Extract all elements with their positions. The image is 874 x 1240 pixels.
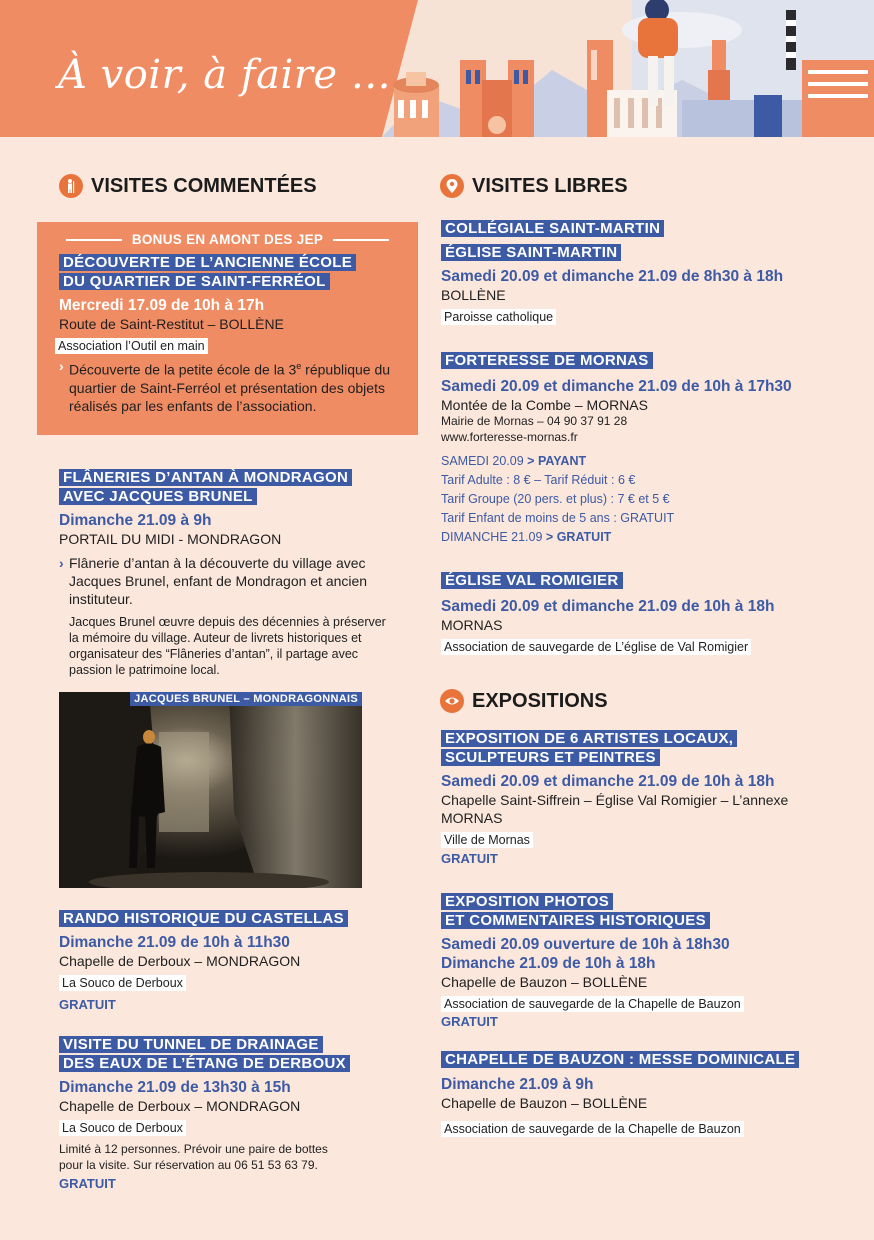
- event-description: [59, 357, 398, 415]
- event-organizer: La Souco de Derboux: [59, 975, 186, 991]
- map-pin-icon: [440, 174, 464, 198]
- event-title-line: ÉGLISE SAINT-MARTIN: [441, 244, 621, 261]
- chevron-right-icon: ›: [59, 555, 64, 571]
- event-title-line: DÉCOUVERTE DE L’ANCIENNE ÉCOLE: [59, 254, 356, 271]
- event-messe: [441, 1050, 841, 1138]
- event-title-line: DU QUARTIER DE SAINT-FERRÉOL: [59, 273, 330, 290]
- pricing-line: Tarif Enfant de moins de 5 ans : GRATUIT: [441, 511, 675, 525]
- event-title: [59, 1035, 404, 1073]
- event-title: [59, 468, 404, 506]
- event-title-line: FLÂNERIES D’ANTAN À MONDRAGON: [59, 469, 352, 486]
- event-title-line: SCULPTEURS ET PEINTRES: [441, 749, 660, 766]
- section-title: EXPOSITIONS: [472, 689, 608, 712]
- event-place: Chapelle de Bauzon – BOLLÈNE: [441, 974, 648, 990]
- event-place: MORNAS: [441, 617, 503, 633]
- divider: [66, 239, 122, 241]
- event-rando: [59, 909, 404, 1013]
- event-place: Chapelle de Bauzon – BOLLÈNE: [441, 1095, 648, 1111]
- event-title: FORTERESSE DE MORNAS: [441, 352, 653, 369]
- event-tunnel: [59, 1035, 404, 1192]
- tunnel-photo: [59, 692, 362, 888]
- event-date: Samedi 20.09 ouverture de 10h à 18h30: [441, 936, 730, 953]
- skyline-illustration: [382, 0, 874, 137]
- event-title-line: ET COMMENTAIRES HISTORIQUES: [441, 912, 710, 929]
- event-note: Jacques Brunel œuvre depuis des décennies à préserver la mémoire du village. Auteur de livrets historiques et organisateur des “Flâneries d’antan”, il partage avec passion le patrimoine local.: [69, 615, 386, 677]
- bonus-box: [37, 222, 418, 435]
- pricing-value: > PAYANT: [527, 454, 587, 468]
- photo-caption: JACQUES BRUNEL – MONDRAGONNAIS: [130, 692, 362, 706]
- price-badge: GRATUIT: [441, 1014, 498, 1029]
- description-text: Flânerie d’antan à la découverte du village avec Jacques Brunel, enfant de Mondragon et ancien instituteur.: [69, 555, 368, 607]
- superscript: e: [296, 361, 302, 371]
- description-text: Découverte de la petite école de la 3: [69, 361, 297, 378]
- event-val-romigier: [441, 571, 841, 656]
- event-organizer: Paroisse catholique: [441, 309, 556, 325]
- event-expo-artistes: [441, 729, 841, 867]
- event-organizer: Association l’Outil en main: [55, 338, 208, 354]
- pricing-line: Tarif Groupe (20 pers. et plus) : 7 € et 5 €: [441, 492, 670, 506]
- event-title-line: VISITE DU TUNNEL DE DRAINAGE: [59, 1036, 323, 1053]
- event-collegiale: [441, 219, 841, 326]
- event-title-line: DES EAUX DE L’ÉTANG DE DERBOUX: [59, 1055, 350, 1072]
- event-date: Samedi 20.09 et dimanche 21.09 de 10h à 17h30: [441, 378, 792, 395]
- event-organizer: Ville de Mornas: [441, 832, 533, 848]
- event-title-line: EXPOSITION DE 6 ARTISTES LOCAUX,: [441, 730, 737, 747]
- event-place: Chapelle de Derboux – MONDRAGON: [59, 953, 301, 969]
- chevron-right-icon: ›: [59, 358, 64, 374]
- photo-image: [59, 692, 362, 888]
- pricing-day: DIMANCHE 21.09: [441, 530, 543, 544]
- event-date: Mercredi 17.09 de 10h à 17h: [59, 297, 265, 314]
- event-description: [59, 554, 404, 608]
- event-organizer: La Souco de Derboux: [59, 1120, 186, 1136]
- event-place: Chapelle de Derboux – MONDRAGON: [59, 1098, 301, 1114]
- event-contact: Mairie de Mornas – 04 90 37 91 28: [441, 414, 628, 428]
- section-heading-visites-commentees: [59, 170, 419, 202]
- event-title: CHAPELLE DE BAUZON : MESSE DOMINICALE: [441, 1051, 799, 1068]
- event-title: ÉGLISE VAL ROMIGIER: [441, 572, 623, 589]
- event-organizer: Association de sauvegarde de la Chapelle de Bauzon: [441, 1121, 744, 1137]
- event-date: Samedi 20.09 et dimanche 21.09 de 8h30 à 18h: [441, 268, 784, 285]
- pricing-block: [441, 452, 841, 547]
- event-flaneries: [59, 468, 404, 888]
- event-title: [441, 219, 841, 262]
- event-organizer: Association de sauvegarde de la Chapelle de Bauzon: [441, 996, 744, 1012]
- bonus-label: BONUS EN AMONT DES JEP: [131, 232, 324, 247]
- event-date: Dimanche 21.09 de 10h à 18h: [441, 955, 656, 972]
- price-badge: GRATUIT: [59, 997, 116, 1012]
- pricing-day: SAMEDI 20.09: [441, 454, 524, 468]
- event-forteresse: [441, 351, 841, 547]
- section-heading-visites-libres: [440, 170, 840, 202]
- event-title-line: AVEC JACQUES BRUNEL: [59, 488, 257, 505]
- event-organizer: Association de sauvegarde de L’église de Val Romigier: [441, 639, 751, 655]
- section-title: VISITES COMMENTÉES: [91, 174, 317, 197]
- event-place: Chapelle Saint-Siffrein – Église Val Romigier – L’annexe MORNAS: [441, 792, 789, 826]
- event-website[interactable]: www.forteresse-mornas.fr: [441, 429, 578, 444]
- section-title: VISITES LIBRES: [472, 174, 628, 197]
- event-title-line: EXPOSITION PHOTOS: [441, 893, 613, 910]
- guide-person-icon: [59, 174, 83, 198]
- event-title: [59, 253, 398, 291]
- event-title: RANDO HISTORIQUE DU CASTELLAS: [59, 910, 348, 927]
- section-heading-expositions: [440, 685, 840, 717]
- event-place: BOLLÈNE: [441, 287, 506, 303]
- event-place: Route de Saint-Restitut – BOLLÈNE: [59, 316, 284, 332]
- event-title: [441, 892, 841, 930]
- page-title: À voir, à faire …: [58, 52, 392, 98]
- right-column: [440, 170, 840, 202]
- pricing-line: Tarif Adulte : 8 € – Tarif Réduit : 6 €: [441, 473, 636, 487]
- price-badge: GRATUIT: [59, 1176, 116, 1191]
- event-title: [441, 729, 841, 767]
- divider: [333, 239, 389, 241]
- event-title-line: COLLÉGIALE SAINT-MARTIN: [441, 220, 664, 237]
- pricing-value: > GRATUIT: [545, 530, 612, 544]
- price-badge: GRATUIT: [441, 851, 498, 866]
- event-date: Dimanche 21.09 de 13h30 à 15h: [59, 1079, 291, 1096]
- bonus-header: [37, 232, 418, 247]
- event-date: Dimanche 21.09 à 9h: [441, 1076, 594, 1093]
- event-note: Limité à 12 personnes. Prévoir une paire de bottes pour la visite. Sur réservation au 06 51 53 63 79.: [59, 1142, 328, 1172]
- event-date: Dimanche 21.09 de 10h à 11h30: [59, 934, 290, 951]
- event-date: Samedi 20.09 et dimanche 21.09 de 10h à 18h: [441, 598, 775, 615]
- left-column: [37, 170, 419, 202]
- event-date: Dimanche 21.09 à 9h: [59, 512, 212, 529]
- description-text: république du quartier de Saint-Ferréol et présentation des objets réalisés par les enfants de l’association.: [69, 361, 391, 414]
- eye-icon: [440, 689, 464, 713]
- event-place: PORTAIL DU MIDI - MONDRAGON: [59, 531, 282, 547]
- event-expo-photos: [441, 892, 841, 1030]
- event-place: Montée de la Combe – MORNAS: [441, 397, 648, 413]
- event-date: Samedi 20.09 et dimanche 21.09 de 10h à 18h: [441, 773, 775, 790]
